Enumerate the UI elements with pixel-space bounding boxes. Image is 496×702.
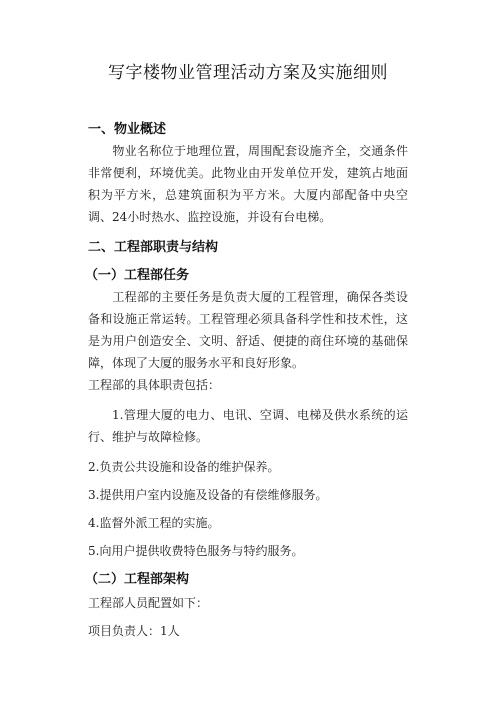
- duty-item-5: 5.向用户提供收费特色服务与特约服务。: [88, 544, 304, 558]
- paragraph-tasks: [88, 286, 408, 374]
- duty-item-1: [88, 404, 408, 448]
- duty-item-3: 3.提供用户室内设施及设备的有偿维修服务。: [88, 488, 328, 502]
- section-heading-overview: 一、物业概述: [88, 122, 167, 137]
- paragraph-overview: [88, 140, 408, 228]
- document-title: 写字楼物业管理活动方案及实施细则: [108, 63, 388, 83]
- paragraph-duties-intro: 工程部的具体职责包括：: [88, 378, 221, 392]
- duty-item-2: 2.负责公共设施和设备的维护保养。: [88, 460, 280, 474]
- subsection-heading-structure: （二）工程部架构: [85, 572, 190, 587]
- staff-intro: 工程部人员配置如下：: [88, 596, 209, 610]
- staff-item-1: 项目负责人：1人: [88, 624, 180, 638]
- duty-item-1-text: 1.管理大厦的电力、电讯、空调、电梯及供水系统的运行、维护与故障检修。: [88, 408, 408, 444]
- paragraph-overview-text: 物业名称位于地理位置，周围配套设施齐全，交通条件非常便利，环境优美。此物业由开发单位开发，建筑占地面积为平方米，总建筑面积为平方米。大厦内部配备中央空调、24小时热水、监控设施，并设有台电梯。: [88, 144, 408, 224]
- subsection-heading-tasks: （一）工程部任务: [85, 268, 190, 283]
- paragraph-tasks-text: 工程部的主要任务是负责大厦的工程管理，确保各类设备和设施正常运转。工程管理必须具备科学性和技术性，这是为用户创造安全、文明、舒适、便捷的商住环境的基础保障，体现了大厦的服务水平和良好形象。: [88, 290, 408, 370]
- duty-item-4: 4.监督外派工程的实施。: [88, 516, 220, 530]
- section-heading-engineering: 二、工程部职责与结构: [88, 240, 219, 255]
